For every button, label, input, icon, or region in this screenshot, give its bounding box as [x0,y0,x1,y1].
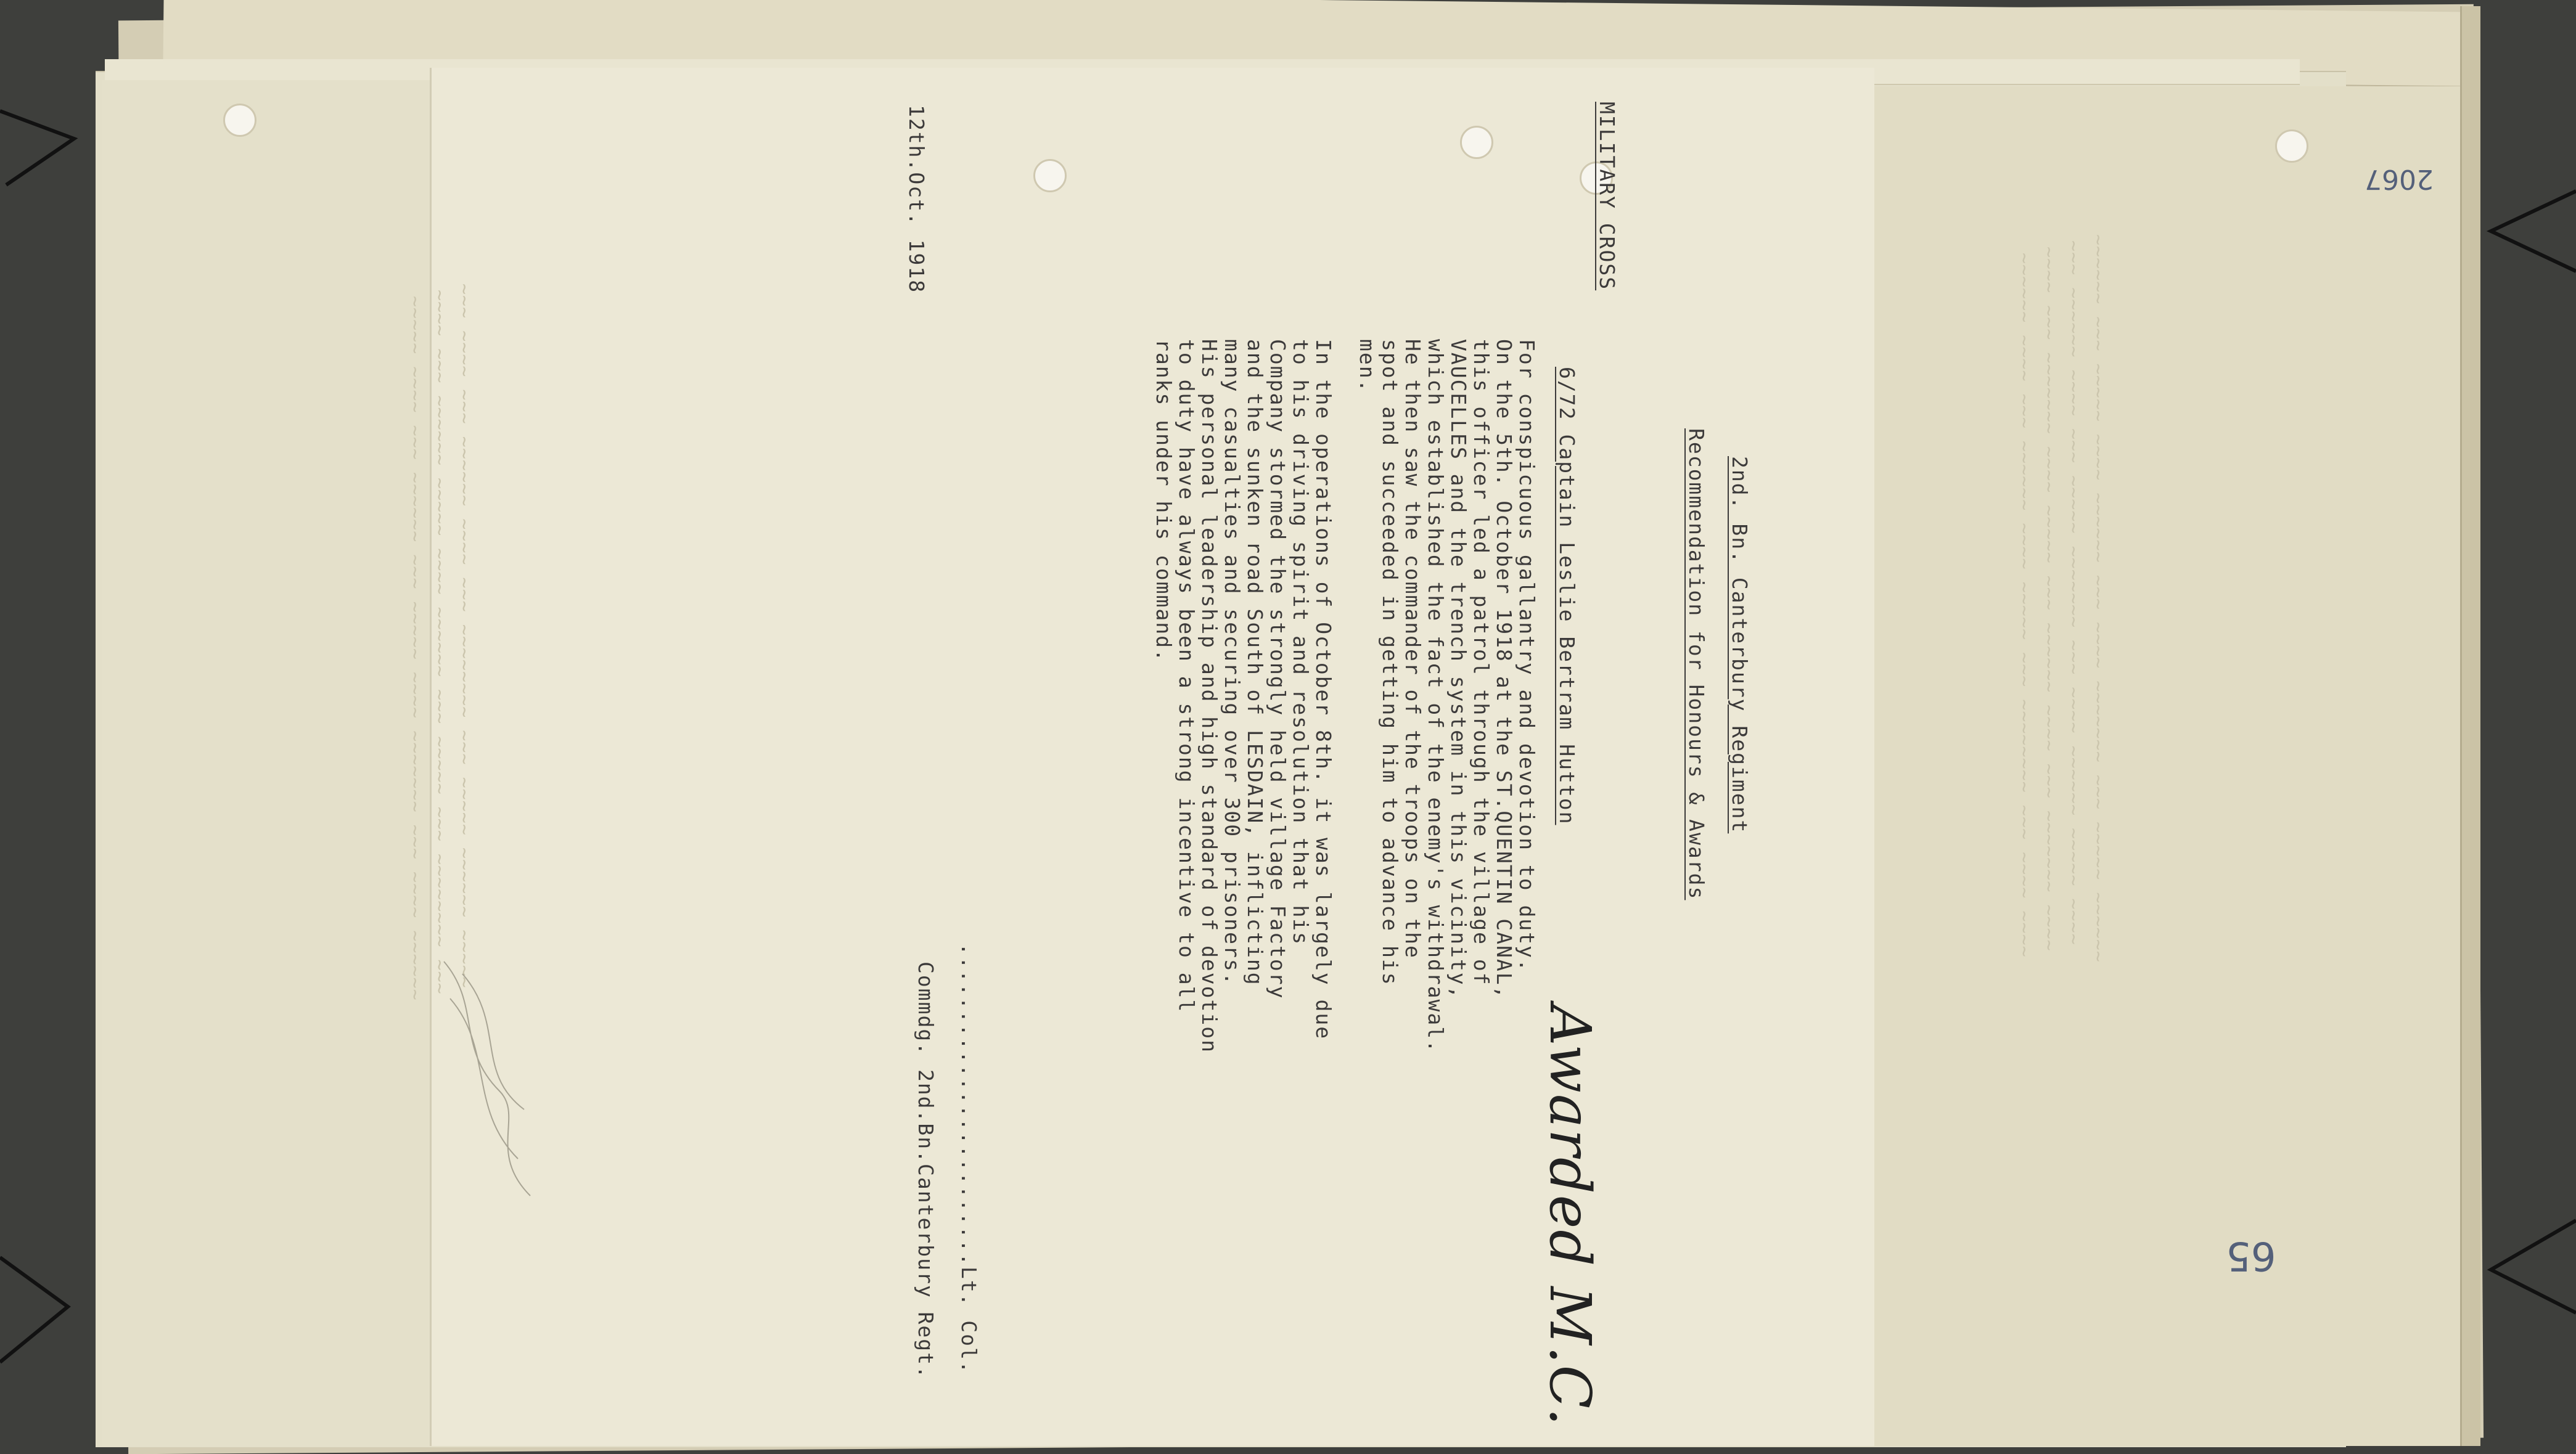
signature-line: ........................Lt. Col. [957,943,981,1374]
bleed-through-text: ~~~~~~ ~~~ ~~~~~ ~~~~ ~~~~~~ ~~~ ~~~~ ~~~~~~~ ~~~ ~~~~~ ~~~~~~ [2087,234,2109,963]
body-line: In the operations of October 8th. it was largely due [1311,339,1335,1040]
pen-scribble-left-bottom [0,1245,80,1368]
recipient-line: 6/72 Captain Leslie Bertram Hutton [1555,367,1579,825]
binder-hole [223,104,256,137]
signature-title: Commdg. 2nd.Bn.Canterbury Regt. [914,962,938,1379]
paragraph-operations [1152,339,1335,1053]
typed-document [376,102,1874,1427]
heading-title: Recommendation for Honours & Awards [1684,428,1708,901]
paragraph-gallantry [1356,339,1538,1053]
bleed-through-text: ~~~~ ~~~ ~~~~~~ ~~~~~ ~~~~ ~~~~~~ ~~~ ~~~~~ ~~~ ~~~~~~~~ ~~~ [429,290,450,995]
bleed-through-text: ~~~~~ ~~~~ ~~~ ~~~~~~ ~~~ ~~~~~ ~~~~ ~~~~~~~ ~~~ ~~~~ ~~~~~~ [404,296,425,1001]
reference-number: 2067 [2365,163,2434,195]
body-line: this officer led a patrol through the village of [1469,339,1493,986]
folder-right-edge [2460,6,2480,1446]
pen-scribble-left-top [0,92,86,197]
body-line: men. [1355,339,1379,393]
bleed-through-text: ~~~~~~ ~~~~ ~~~ ~~~~~~ ~~~~ ~~~~~ ~~~ ~~~~~~~~ ~~~ ~~~~ ~~~~ [2013,253,2035,958]
handwritten-annotation: Awarded M.C. [1537,1005,1603,1427]
bleed-through-text: ~~~ ~~~~~~ ~~~~ ~~~ ~~~~~ ~~~~~~~ ~~~ ~~~~ ~~~~~~ ~~~~~ ~~~~ [2062,240,2084,946]
bleed-through-text: ~~~~ ~~~ ~~~~~~~ ~~~~ ~~~~~ ~~~ ~~~~~~ ~~~~ ~~~ ~~~~~~~ ~~~~ [2038,247,2059,952]
award-title: MILITARY CROSS [1595,102,1619,291]
body-line: On the 5th. October 1918 at the ST.QUENTIN CANAL, [1492,339,1516,1000]
body-line: and the sunken road South of LESDAIN, inflicting [1243,339,1267,986]
body-line: His personal leadership and high standard of devotion [1197,339,1221,1053]
pen-scribble-right-top [2479,179,2576,284]
body-line: For conspicuous gallantry and devotion to duty. [1515,339,1539,973]
body-line: to duty have always been a strong incentive to all [1175,339,1199,1013]
body-line: Company stormed the strongly held village Factory [1266,339,1290,1000]
body-line: which established the fact of the enemy's withdrawal. [1424,339,1448,1053]
document-date: 12th.Oct. 1918 [904,105,929,294]
bleed-through-text: ~~~ ~~~~ ~~~ ~~~~~~ ~~~~ ~~~ ~~~~~~~~ ~~~ ~~~~~ ~~~~~~ ~~~~~ [453,284,475,989]
body-line: many casualties and securing over 300 prisoners. [1220,339,1244,986]
heading-unit: 2nd. Bn. Canterbury Regiment [1728,456,1752,834]
body-line: He then saw the commander of the troops on the [1401,339,1425,959]
page-number: 65 [2226,1233,2276,1278]
binder-hole [2275,129,2308,163]
body-line: to his driving spirit and resolution that his [1289,339,1313,946]
body-line: ranks under his command. [1152,339,1176,663]
body-line: VAUCELLES and the trench system in this vicinity, [1446,339,1471,1000]
body-line: spot and succeeded in getting him to advance his [1378,339,1402,986]
pen-scribble-right-bottom [2479,1208,2576,1325]
right-margin-sheet [1874,86,2479,1446]
